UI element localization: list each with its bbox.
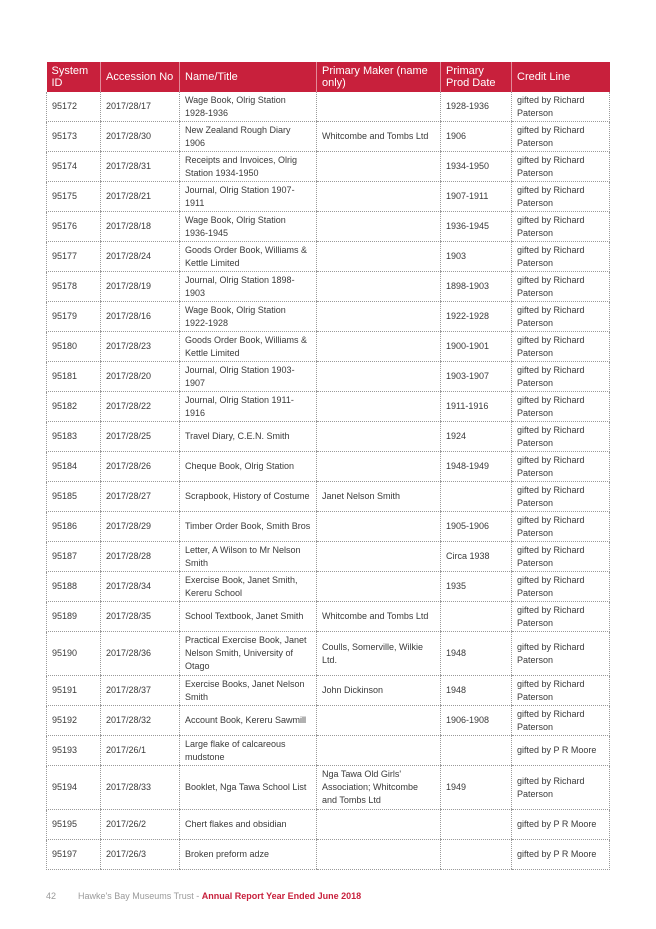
cell-system-id: 95191 bbox=[47, 676, 101, 706]
cell-name-title: Exercise Books, Janet Nelson Smith bbox=[180, 676, 317, 706]
cell-primary-maker bbox=[317, 706, 441, 736]
cell-prod-date: 1949 bbox=[441, 766, 512, 810]
cell-primary-maker bbox=[317, 332, 441, 362]
cell-system-id: 95188 bbox=[47, 572, 101, 602]
cell-primary-maker bbox=[317, 572, 441, 602]
cell-system-id: 95195 bbox=[47, 810, 101, 840]
cell-accession-no: 2017/28/20 bbox=[101, 362, 180, 392]
cell-primary-maker bbox=[317, 152, 441, 182]
table-row bbox=[47, 676, 610, 706]
cell-accession-no: 2017/26/3 bbox=[101, 840, 180, 870]
table-row bbox=[47, 766, 610, 810]
table-row bbox=[47, 182, 610, 212]
cell-prod-date: 1903-1907 bbox=[441, 362, 512, 392]
cell-credit-line: gifted by Richard Paterson bbox=[512, 706, 610, 736]
cell-name-title: Goods Order Book, Williams & Kettle Limited bbox=[180, 332, 317, 362]
cell-system-id: 95178 bbox=[47, 272, 101, 302]
cell-prod-date bbox=[441, 840, 512, 870]
cell-prod-date: Circa 1938 bbox=[441, 542, 512, 572]
cell-name-title: Goods Order Book, Williams & Kettle Limited bbox=[180, 242, 317, 272]
cell-system-id: 95172 bbox=[47, 92, 101, 122]
table-row bbox=[47, 840, 610, 870]
cell-prod-date: 1898-1903 bbox=[441, 272, 512, 302]
cell-prod-date: 1948 bbox=[441, 632, 512, 676]
footer-org: Hawke's Bay Museums Trust - bbox=[78, 891, 202, 901]
cell-credit-line: gifted by Richard Paterson bbox=[512, 122, 610, 152]
cell-credit-line: gifted by Richard Paterson bbox=[512, 152, 610, 182]
cell-primary-maker bbox=[317, 182, 441, 212]
cell-system-id: 95190 bbox=[47, 632, 101, 676]
cell-credit-line: gifted by Richard Paterson bbox=[512, 602, 610, 632]
cell-system-id: 95193 bbox=[47, 736, 101, 766]
table-row bbox=[47, 272, 610, 302]
cell-prod-date: 1911-1916 bbox=[441, 392, 512, 422]
cell-credit-line: gifted by Richard Paterson bbox=[512, 422, 610, 452]
footer-report-title: Annual Report Year Ended June 2018 bbox=[201, 891, 362, 901]
cell-system-id: 95180 bbox=[47, 332, 101, 362]
cell-system-id: 95197 bbox=[47, 840, 101, 870]
page-footer bbox=[46, 891, 361, 901]
cell-system-id: 95192 bbox=[47, 706, 101, 736]
cell-prod-date: 1907-1911 bbox=[441, 182, 512, 212]
cell-accession-no: 2017/28/26 bbox=[101, 452, 180, 482]
cell-primary-maker bbox=[317, 422, 441, 452]
cell-system-id: 95182 bbox=[47, 392, 101, 422]
table-row bbox=[47, 92, 610, 122]
cell-prod-date: 1906 bbox=[441, 122, 512, 152]
cell-system-id: 95175 bbox=[47, 182, 101, 212]
cell-name-title: Broken preform adze bbox=[180, 840, 317, 870]
cell-credit-line: gifted by P R Moore bbox=[512, 736, 610, 766]
cell-primary-maker bbox=[317, 212, 441, 242]
cell-credit-line: gifted by Richard Paterson bbox=[512, 542, 610, 572]
cell-accession-no: 2017/28/22 bbox=[101, 392, 180, 422]
collection-table-wrapper bbox=[46, 62, 609, 870]
table-row bbox=[47, 392, 610, 422]
cell-primary-maker bbox=[317, 392, 441, 422]
cell-accession-no: 2017/28/16 bbox=[101, 302, 180, 332]
cell-name-title: Receipts and Invoices, Olrig Station 1934-1950 bbox=[180, 152, 317, 182]
cell-accession-no: 2017/28/17 bbox=[101, 92, 180, 122]
cell-primary-maker bbox=[317, 302, 441, 332]
cell-name-title: Large flake of calcareous mudstone bbox=[180, 736, 317, 766]
header-primary-prod-date: Primary Prod Date bbox=[441, 62, 512, 92]
cell-credit-line: gifted by Richard Paterson bbox=[512, 482, 610, 512]
cell-system-id: 95177 bbox=[47, 242, 101, 272]
cell-name-title: Travel Diary, C.E.N. Smith bbox=[180, 422, 317, 452]
cell-prod-date bbox=[441, 482, 512, 512]
cell-credit-line: gifted by Richard Paterson bbox=[512, 632, 610, 676]
cell-name-title: Cheque Book, Olrig Station bbox=[180, 452, 317, 482]
cell-name-title: Wage Book, Olrig Station 1922-1928 bbox=[180, 302, 317, 332]
cell-accession-no: 2017/28/28 bbox=[101, 542, 180, 572]
cell-name-title: Booklet, Nga Tawa School List bbox=[180, 766, 317, 810]
cell-primary-maker: Whitcombe and Tombs Ltd bbox=[317, 122, 441, 152]
header-primary-maker: Primary Maker (name only) bbox=[317, 62, 441, 92]
cell-prod-date: 1922-1928 bbox=[441, 302, 512, 332]
cell-credit-line: gifted by Richard Paterson bbox=[512, 212, 610, 242]
cell-accession-no: 2017/28/19 bbox=[101, 272, 180, 302]
cell-primary-maker: Whitcombe and Tombs Ltd bbox=[317, 602, 441, 632]
cell-name-title: Letter, A Wilson to Mr Nelson Smith bbox=[180, 542, 317, 572]
table-row bbox=[47, 572, 610, 602]
cell-name-title: Scrapbook, History of Costume bbox=[180, 482, 317, 512]
cell-credit-line: gifted by Richard Paterson bbox=[512, 362, 610, 392]
table-row bbox=[47, 212, 610, 242]
cell-prod-date: 1906-1908 bbox=[441, 706, 512, 736]
cell-prod-date: 1905-1906 bbox=[441, 512, 512, 542]
cell-accession-no: 2017/26/2 bbox=[101, 810, 180, 840]
cell-accession-no: 2017/28/30 bbox=[101, 122, 180, 152]
cell-prod-date bbox=[441, 736, 512, 766]
cell-name-title: Timber Order Book, Smith Bros bbox=[180, 512, 317, 542]
table-row bbox=[47, 122, 610, 152]
cell-prod-date: 1900-1901 bbox=[441, 332, 512, 362]
cell-primary-maker bbox=[317, 840, 441, 870]
table-row bbox=[47, 152, 610, 182]
cell-system-id: 95194 bbox=[47, 766, 101, 810]
table-row bbox=[47, 512, 610, 542]
cell-credit-line: gifted by Richard Paterson bbox=[512, 182, 610, 212]
header-system-id: System ID bbox=[47, 62, 101, 92]
cell-name-title: New Zealand Rough Diary 1906 bbox=[180, 122, 317, 152]
table-row bbox=[47, 810, 610, 840]
cell-name-title: Journal, Olrig Station 1903-1907 bbox=[180, 362, 317, 392]
cell-accession-no: 2017/28/29 bbox=[101, 512, 180, 542]
table-header-row bbox=[47, 62, 610, 92]
cell-prod-date: 1903 bbox=[441, 242, 512, 272]
cell-prod-date: 1924 bbox=[441, 422, 512, 452]
cell-accession-no: 2017/28/24 bbox=[101, 242, 180, 272]
cell-system-id: 95181 bbox=[47, 362, 101, 392]
table-row bbox=[47, 302, 610, 332]
cell-accession-no: 2017/28/23 bbox=[101, 332, 180, 362]
header-name-title: Name/Title bbox=[180, 62, 317, 92]
cell-credit-line: gifted by Richard Paterson bbox=[512, 572, 610, 602]
cell-credit-line: gifted by Richard Paterson bbox=[512, 766, 610, 810]
cell-prod-date bbox=[441, 810, 512, 840]
cell-prod-date: 1948-1949 bbox=[441, 452, 512, 482]
cell-accession-no: 2017/28/37 bbox=[101, 676, 180, 706]
cell-name-title: Exercise Book, Janet Smith, Kereru School bbox=[180, 572, 317, 602]
table-row bbox=[47, 422, 610, 452]
cell-credit-line: gifted by P R Moore bbox=[512, 810, 610, 840]
header-credit-line: Credit Line bbox=[512, 62, 610, 92]
cell-credit-line: gifted by Richard Paterson bbox=[512, 392, 610, 422]
cell-system-id: 95183 bbox=[47, 422, 101, 452]
page-number: 42 bbox=[46, 891, 57, 901]
header-accession-no: Accession No bbox=[101, 62, 180, 92]
cell-primary-maker bbox=[317, 512, 441, 542]
cell-credit-line: gifted by Richard Paterson bbox=[512, 272, 610, 302]
cell-prod-date bbox=[441, 602, 512, 632]
cell-accession-no: 2017/28/34 bbox=[101, 572, 180, 602]
cell-system-id: 95185 bbox=[47, 482, 101, 512]
cell-accession-no: 2017/28/21 bbox=[101, 182, 180, 212]
cell-accession-no: 2017/28/33 bbox=[101, 766, 180, 810]
cell-primary-maker bbox=[317, 362, 441, 392]
cell-system-id: 95189 bbox=[47, 602, 101, 632]
acquisitions-table bbox=[46, 62, 610, 870]
cell-accession-no: 2017/28/18 bbox=[101, 212, 180, 242]
cell-primary-maker bbox=[317, 272, 441, 302]
cell-name-title: Account Book, Kereru Sawmill bbox=[180, 706, 317, 736]
cell-system-id: 95176 bbox=[47, 212, 101, 242]
table-row bbox=[47, 452, 610, 482]
cell-name-title: Journal, Olrig Station 1898-1903 bbox=[180, 272, 317, 302]
table-row bbox=[47, 332, 610, 362]
cell-primary-maker bbox=[317, 736, 441, 766]
table-row bbox=[47, 736, 610, 766]
table-row bbox=[47, 632, 610, 676]
cell-accession-no: 2017/28/35 bbox=[101, 602, 180, 632]
table-row bbox=[47, 482, 610, 512]
cell-prod-date: 1934-1950 bbox=[441, 152, 512, 182]
cell-primary-maker: John Dickinson bbox=[317, 676, 441, 706]
cell-accession-no: 2017/28/32 bbox=[101, 706, 180, 736]
cell-credit-line: gifted by Richard Paterson bbox=[512, 512, 610, 542]
cell-prod-date: 1928-1936 bbox=[441, 92, 512, 122]
cell-primary-maker bbox=[317, 242, 441, 272]
cell-system-id: 95186 bbox=[47, 512, 101, 542]
cell-accession-no: 2017/28/36 bbox=[101, 632, 180, 676]
cell-primary-maker bbox=[317, 452, 441, 482]
cell-name-title: Wage Book, Olrig Station 1936-1945 bbox=[180, 212, 317, 242]
cell-primary-maker bbox=[317, 810, 441, 840]
table-row bbox=[47, 362, 610, 392]
cell-prod-date: 1935 bbox=[441, 572, 512, 602]
cell-accession-no: 2017/28/31 bbox=[101, 152, 180, 182]
cell-system-id: 95187 bbox=[47, 542, 101, 572]
cell-name-title: Journal, Olrig Station 1907-1911 bbox=[180, 182, 317, 212]
cell-primary-maker: Coulls, Somerville, Wilkie Ltd. bbox=[317, 632, 441, 676]
cell-name-title: Practical Exercise Book, Janet Nelson Smith, University of Otago bbox=[180, 632, 317, 676]
cell-primary-maker: Janet Nelson Smith bbox=[317, 482, 441, 512]
cell-accession-no: 2017/28/27 bbox=[101, 482, 180, 512]
table-row bbox=[47, 242, 610, 272]
cell-credit-line: gifted by Richard Paterson bbox=[512, 242, 610, 272]
cell-system-id: 95173 bbox=[47, 122, 101, 152]
cell-primary-maker: Nga Tawa Old Girls' Association; Whitcombe and Tombs Ltd bbox=[317, 766, 441, 810]
cell-accession-no: 2017/26/1 bbox=[101, 736, 180, 766]
cell-system-id: 95184 bbox=[47, 452, 101, 482]
cell-prod-date: 1936-1945 bbox=[441, 212, 512, 242]
cell-system-id: 95174 bbox=[47, 152, 101, 182]
cell-prod-date: 1948 bbox=[441, 676, 512, 706]
cell-accession-no: 2017/28/25 bbox=[101, 422, 180, 452]
cell-system-id: 95179 bbox=[47, 302, 101, 332]
table-row bbox=[47, 542, 610, 572]
cell-credit-line: gifted by Richard Paterson bbox=[512, 302, 610, 332]
cell-primary-maker bbox=[317, 92, 441, 122]
cell-name-title: Chert flakes and obsidian bbox=[180, 810, 317, 840]
cell-credit-line: gifted by P R Moore bbox=[512, 840, 610, 870]
cell-credit-line: gifted by Richard Paterson bbox=[512, 332, 610, 362]
table-row bbox=[47, 602, 610, 632]
cell-credit-line: gifted by Richard Paterson bbox=[512, 452, 610, 482]
cell-primary-maker bbox=[317, 542, 441, 572]
table-row bbox=[47, 706, 610, 736]
cell-name-title: Wage Book, Olrig Station 1928-1936 bbox=[180, 92, 317, 122]
cell-credit-line: gifted by Richard Paterson bbox=[512, 92, 610, 122]
cell-name-title: School Textbook, Janet Smith bbox=[180, 602, 317, 632]
cell-name-title: Journal, Olrig Station 1911-1916 bbox=[180, 392, 317, 422]
table-body bbox=[47, 92, 610, 870]
cell-credit-line: gifted by Richard Paterson bbox=[512, 676, 610, 706]
